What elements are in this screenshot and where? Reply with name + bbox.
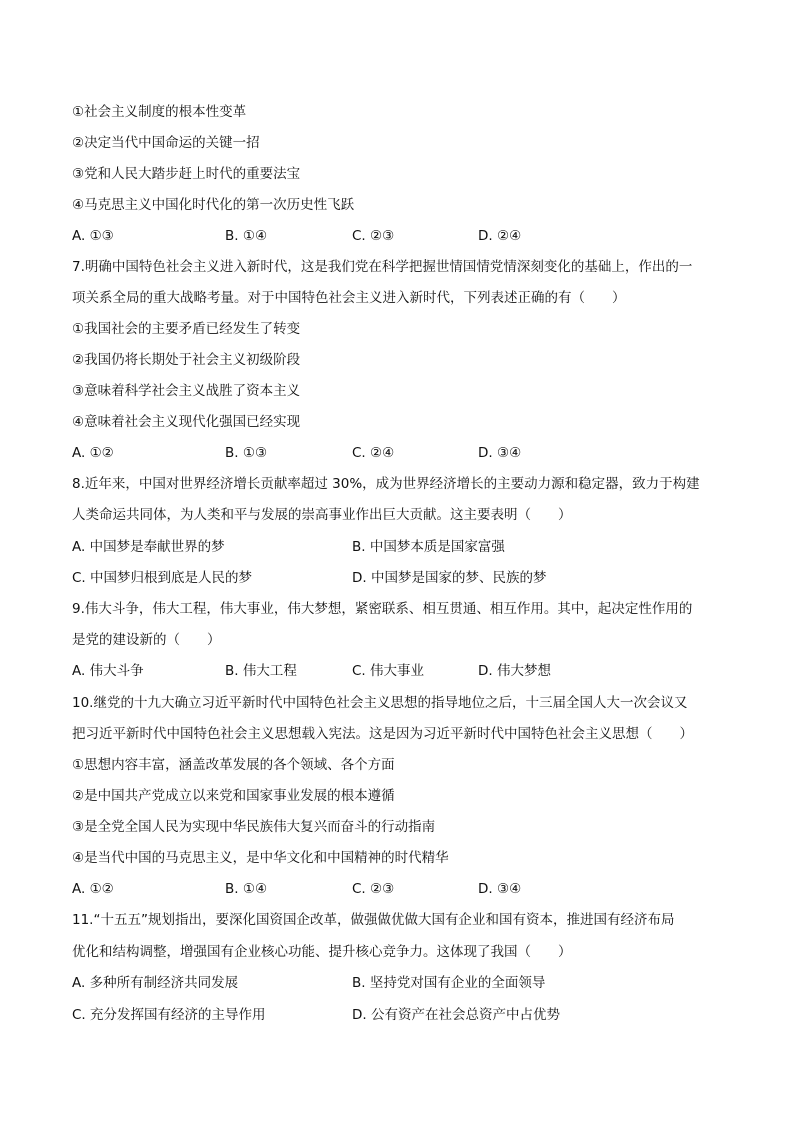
q7-option-c[interactable]: C. ②④ <box>352 445 395 461</box>
q6-option-c[interactable]: C. ②③ <box>352 228 395 244</box>
q8-option-b[interactable]: B. 中国梦本质是国家富强 <box>352 539 505 555</box>
q11-options-row-1 <box>72 974 732 992</box>
q7-stem-line-1: 7.明确中国特色社会主义进入新时代，这是我们党在科学把握世情国情党情深刻变化的基础上，作出的一 <box>72 259 693 275</box>
q10-item-1: ①思想内容丰富，涵盖改革发展的各个领域、各个方面 <box>72 757 395 773</box>
q10-item-4: ④是当代中国的马克思主义，是中华文化和中国精神的时代精华 <box>72 850 449 866</box>
q10-option-a[interactable]: A. ①② <box>72 881 114 897</box>
q10-option-b[interactable]: B. ①④ <box>225 881 268 897</box>
q8-stem-line-1: 8.近年来，中国对世界经济增长贡献率超过 30%，成为世界经济增长的主要动力源和稳定器，致力于构建 <box>72 476 700 492</box>
q11-option-a[interactable]: A. 多种所有制经济共同发展 <box>72 975 239 991</box>
q9-options <box>72 662 732 680</box>
q6-option-d[interactable]: D. ②④ <box>478 228 522 244</box>
q11-option-b[interactable]: B. 坚持党对国有企业的全面领导 <box>352 975 546 991</box>
q9-option-c[interactable]: C. 伟大事业 <box>352 663 425 679</box>
q6-option-a[interactable]: A. ①③ <box>72 228 114 244</box>
q6-options <box>72 227 732 245</box>
q10-item-2: ②是中国共产党成立以来党和国家事业发展的根本遵循 <box>72 788 395 804</box>
q9-stem-line-2: 是党的建设新的（ ） <box>72 632 221 648</box>
q8-option-a[interactable]: A. 中国梦是奉献世界的梦 <box>72 539 225 555</box>
q9-option-d[interactable]: D. 伟大梦想 <box>478 663 551 679</box>
q7-item-1: ①我国社会的主要矛盾已经发生了转变 <box>72 321 301 337</box>
q10-stem-line-1: 10.继党的十九大确立习近平新时代中国特色社会主义思想的指导地位之后，十三届全国人大一次会议又 <box>72 695 688 711</box>
q10-options <box>72 880 732 898</box>
q8-options-row-2 <box>72 569 732 587</box>
q7-item-3: ③意味着科学社会主义战胜了资本主义 <box>72 383 301 399</box>
q10-item-3: ③是全党全国人民为实现中华民族伟大复兴而奋斗的行动指南 <box>72 819 436 835</box>
q7-option-b[interactable]: B. ①③ <box>225 445 268 461</box>
q10-option-c[interactable]: C. ②③ <box>352 881 395 897</box>
q6-item-3: ③党和人民大踏步赶上时代的重要法宝 <box>72 166 301 182</box>
q8-option-c[interactable]: C. 中国梦归根到底是人民的梦 <box>72 570 253 586</box>
q8-option-d[interactable]: D. 中国梦是国家的梦、民族的梦 <box>352 570 547 586</box>
q7-stem-line-2: 项关系全局的重大战略考量。对于中国特色社会主义进入新时代，下列表述正确的有（ ） <box>72 290 626 306</box>
q11-option-c[interactable]: C. 充分发挥国有经济的主导作用 <box>72 1007 266 1023</box>
q9-option-a[interactable]: A. 伟大斗争 <box>72 663 144 679</box>
q6-item-2: ②决定当代中国命运的关键一招 <box>72 135 260 151</box>
q11-stem-line-1: 11.“十五五”规划指出，要深化国资国企改革，做强做优做大国有企业和国有资本，推进国有经济布局 <box>72 912 675 928</box>
q7-options <box>72 444 732 462</box>
q6-item-4: ④马克思主义中国化时代化的第一次历史性飞跃 <box>72 197 355 213</box>
q8-options-row-1 <box>72 538 732 556</box>
q6-option-b[interactable]: B. ①④ <box>225 228 268 244</box>
q7-item-4: ④意味着社会主义现代化强国已经实现 <box>72 414 301 430</box>
q8-stem-line-2: 人类命运共同体，为人类和平与发展的崇高事业作出巨大贡献。这主要表明（ ） <box>72 507 572 523</box>
q9-option-b[interactable]: B. 伟大工程 <box>225 663 297 679</box>
q10-option-d[interactable]: D. ③④ <box>478 881 522 897</box>
q7-option-a[interactable]: A. ①② <box>72 445 114 461</box>
q11-option-d[interactable]: D. 公有资产在社会总资产中占优势 <box>352 1007 560 1023</box>
q10-stem-line-2: 把习近平新时代中国特色社会主义思想载入宪法。这是因为习近平新时代中国特色社会主义思想（ ） <box>72 726 693 742</box>
q7-item-2: ②我国仍将长期处于社会主义初级阶段 <box>72 352 301 368</box>
q6-item-1: ①社会主义制度的根本性变革 <box>72 104 247 120</box>
q11-stem-line-2: 优化和结构调整，增强国有企业核心功能、提升核心竞争力。这体现了我国（ ） <box>72 944 572 960</box>
q7-option-d[interactable]: D. ③④ <box>478 445 522 461</box>
q11-options-row-2 <box>72 1006 732 1024</box>
q9-stem-line-1: 9.伟大斗争，伟大工程，伟大事业，伟大梦想，紧密联系、相互贯通、相互作用。其中，起决定性作用的 <box>72 601 693 617</box>
